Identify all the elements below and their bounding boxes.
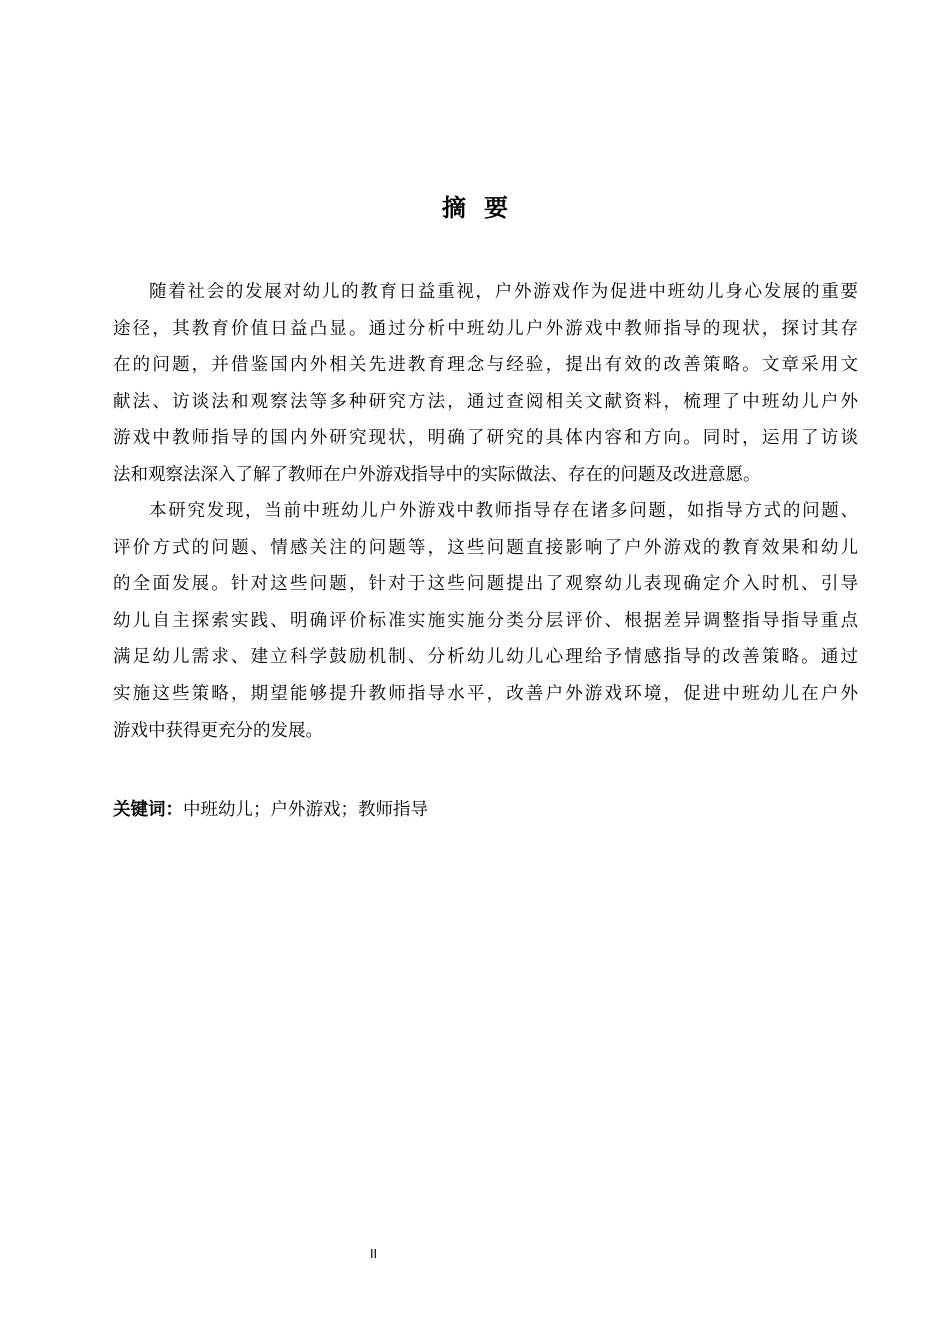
- text-line: 在的问题，并借鉴国内外相关先进教育理念与经验，提出有效的改善策略。文章采用文: [113, 355, 858, 376]
- text-line: 实施这些策略，期望能够提升教师指导水平，改善户外游戏环境，促进中班幼儿在户外: [113, 683, 858, 704]
- keywords: [113, 797, 428, 823]
- page-number: II: [370, 1247, 378, 1261]
- keywords-label: 关键词：: [113, 800, 183, 820]
- keywords-value: 中班幼儿；户外游戏；教师指导: [183, 800, 428, 820]
- text-line: 游戏中获得更充分的发展。: [113, 720, 323, 741]
- abstract-paragraph-1: [113, 274, 858, 494]
- text-line: 的全面发展。针对这些问题，针对于这些问题提出了观察幼儿表现确定介入时机、引导: [113, 574, 858, 595]
- text-line: 评价方式的问题、情感关注的问题等，这些问题直接影响了户外游戏的教育效果和幼儿: [113, 537, 858, 558]
- text-line: 幼儿自主探索实践、明确评价标准实施实施分类分层评价、根据差异调整指导指导重点: [113, 610, 858, 631]
- page-title: 摘要: [442, 194, 526, 222]
- text-line: 满足幼儿需求、建立科学鼓励机制、分析幼儿幼儿心理给予情感指导的改善策略。通过: [113, 647, 858, 668]
- text-line: 法和观察法深入了解了教师在户外游戏指导中的实际做法、存在的问题及改进意愿。: [113, 464, 761, 485]
- text-line: 随着社会的发展对幼儿的教育日益重视，户外游戏作为促进中班幼儿身心发展的重要: [149, 282, 858, 302]
- text-line: 游戏中教师指导的国内外研究现状，明确了研究的具体内容和方向。同时，运用了访谈: [113, 428, 858, 449]
- abstract-paragraph-2: [113, 493, 858, 749]
- text-line: 途径，其教育价值日益凸显。通过分析中班幼儿户外游戏中教师指导的现状，探讨其存: [113, 318, 858, 339]
- text-line: 献法、访谈法和观察法等多种研究方法，通过查阅相关文献资料，梳理了中班幼儿户外: [113, 391, 858, 412]
- text-line: 本研究发现，当前中班幼儿户外游戏中教师指导存在诸多问题，如指导方式的问题、: [149, 501, 858, 521]
